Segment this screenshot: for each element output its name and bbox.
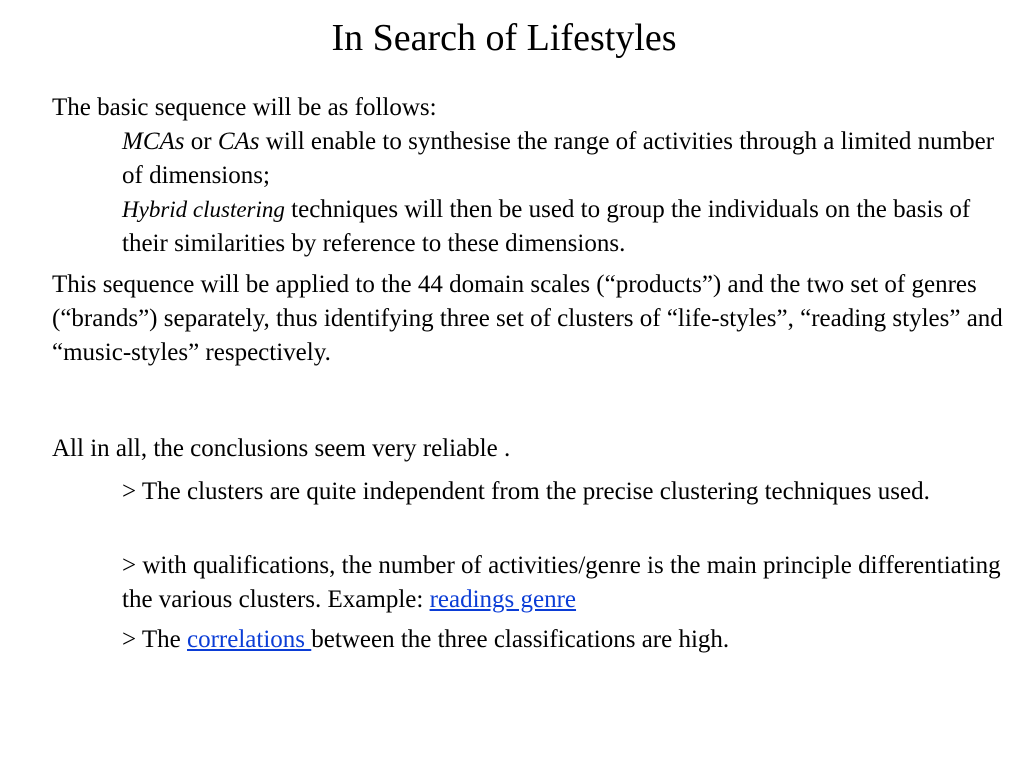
or-text: or [184,128,218,155]
cas-term: CAs [217,128,260,155]
correlations-link[interactable]: correlations [187,626,312,653]
step-clustering [122,193,1002,261]
step-mca [122,125,1002,193]
application-text: This sequence will be applied to the 44 domain scales (“products”) and the two set of genres (“brands”) separately, thus identifying three set of clusters of “life-styles”, “reading styles” and “music-styles” respectively. [52,271,1003,366]
point-correlations [122,623,982,657]
conclusion-text: All in all, the conclusions seem very reliable . [52,435,511,462]
step-clustering-text: techniques will then be used to group the individuals on the basis of their similarities by reference to these dimensions. [122,196,971,257]
mcas-term: MCAs [122,128,185,155]
point-qualifications [122,549,1022,617]
point-clusters-independent: > The clusters are quite independent from the precise clustering techniques used. [122,478,930,505]
intro-text: The basic sequence will be as follows: [52,94,437,121]
point-correlations-prefix: > The [122,626,188,653]
point-qualifications-text: > with qualifications, the number of activities/genre is the main principle differentiating the various clusters. Example: [122,552,1001,613]
point-correlations-suffix: between the three classifications are high. [311,626,730,653]
step-mca-text: will enable to synthesise the range of activities through a limited number of dimensions; [122,128,995,189]
readings-genre-link[interactable]: readings genre [429,586,577,613]
slide-title: In Search of Lifestyles [331,17,677,59]
hybrid-clustering-term: Hybrid clustering [122,197,285,222]
